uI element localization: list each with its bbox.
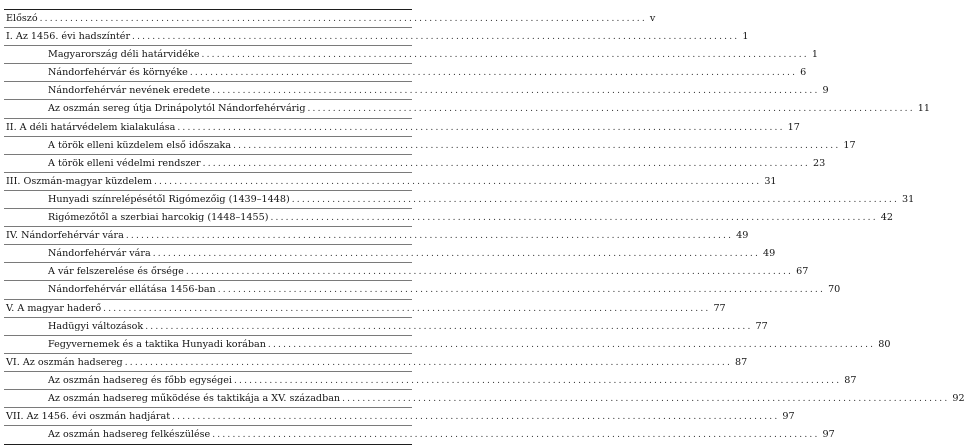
toc-entry-title: Az oszmán hadsereg működése és taktikája a XV. században — [48, 392, 341, 404]
toc-row — [4, 318, 768, 336]
toc-row — [4, 354, 748, 372]
toc-entry-title: II. A déli határvédelem kialakulása — [6, 121, 176, 133]
toc-entry-title: VI. Az oszmán hadsereg — [6, 356, 123, 368]
toc-entry-page: 17 — [843, 139, 856, 151]
toc-row — [4, 28, 749, 46]
toc-entry-title: Nándorfehérvár ellátása 1456-ban — [48, 284, 216, 296]
toc-entry-title: IV. Nándorfehérvár vára — [6, 230, 124, 242]
toc-entry-page: 77 — [755, 320, 768, 332]
toc-entry-title: Magyarország déli határvidéke — [48, 49, 200, 61]
toc-entry-page: 31 — [764, 175, 777, 187]
toc-row — [4, 209, 893, 227]
dot-leader: ........................................................................................................................ — [202, 158, 810, 169]
toc-entry-title: Nándorfehérvár és környéke — [48, 67, 188, 79]
toc-entry-title: Hunyadi színrelépésétől Rigómezőig (1439–1448) — [48, 193, 290, 205]
table-of-contents — [4, 9, 965, 445]
dot-leader: ........................................................................................................................ — [233, 375, 842, 386]
toc-entry-title: I. Az 1456. évi hadszíntér — [6, 31, 131, 43]
toc-entry-page: 92 — [952, 392, 965, 404]
dot-leader: ........................................................................................................................ — [267, 339, 876, 350]
dot-leader: ........................................................................................................................ — [152, 249, 761, 260]
toc-row — [4, 155, 826, 173]
toc-entry-page: 23 — [812, 157, 826, 169]
toc-entry-page: 1 — [811, 49, 818, 61]
toc-entry-page: 49 — [763, 248, 776, 260]
toc-entry-page: 87 — [844, 374, 857, 386]
dot-leader: ........................................................................................................................ — [125, 231, 734, 242]
toc-entry-title: V. A magyar haderő — [6, 302, 102, 314]
dot-leader: ........................................................................................................................ — [103, 303, 711, 314]
toc-entry-title: Fegyvernemek és a taktika Hunyadi korában — [48, 338, 266, 350]
toc-row — [4, 372, 857, 390]
toc-entry-title: Az oszmán sereg útja Drinápolytól Nándorfehérvárig — [48, 103, 306, 115]
toc-entry-title: A török elleni védelmi rendszer — [48, 157, 201, 169]
toc-row — [4, 46, 818, 64]
toc-row — [4, 300, 726, 318]
toc-entry-page: 17 — [787, 121, 800, 133]
toc-entry-title: III. Oszmán-magyar küzdelem — [6, 175, 152, 187]
toc-row — [4, 426, 835, 444]
dot-leader: ........................................................................................................................ — [212, 86, 820, 97]
toc-entry-page: 9 — [822, 85, 829, 97]
dot-leader: ........................................................................................................................ — [201, 50, 809, 61]
dot-leader: ........................................................................................................................ — [212, 430, 820, 441]
toc-entry-page: 1 — [742, 31, 749, 43]
dot-leader: ........................................................................................................................ — [132, 32, 740, 43]
toc-row — [4, 173, 777, 191]
toc-entry-page: 97 — [822, 429, 835, 441]
toc-entry-page: 67 — [796, 266, 809, 278]
dot-leader: ........................................................................................................................ — [172, 412, 780, 423]
dot-leader: ........................................................................................................................ — [189, 68, 798, 79]
toc-row — [4, 245, 776, 263]
toc-entry-page: 97 — [782, 411, 795, 423]
toc-row — [4, 281, 841, 299]
dot-leader: ........................................................................................................................ — [270, 213, 878, 224]
dot-leader: ........................................................................................................................ — [233, 140, 841, 151]
toc-entry-title: A török elleni küzdelem első időszaka — [48, 139, 232, 151]
toc-row — [4, 10, 656, 28]
toc-row — [4, 64, 807, 82]
toc-entry-title: Nándorfehérvár vára — [48, 248, 151, 260]
toc-entry-page: 80 — [878, 338, 891, 350]
toc-row — [4, 119, 800, 137]
dot-leader: ........................................................................................................................ — [145, 321, 753, 332]
toc-entry-title: Nándorfehérvár nevének eredete — [48, 85, 211, 97]
toc-entry-page: 6 — [800, 67, 807, 79]
toc-entry-title: Előszó — [6, 13, 38, 24]
toc-row — [4, 137, 856, 155]
toc-row — [4, 390, 965, 408]
toc-row — [4, 82, 829, 100]
dot-leader: ........................................................................................................................ — [177, 122, 785, 133]
dot-leader: ........................................................................................................................ — [185, 267, 794, 278]
toc-entry-title: Az oszmán hadsereg felkészülése — [48, 429, 211, 441]
toc-row — [4, 191, 915, 209]
dot-leader: ........................................................................................................................ — [342, 393, 950, 404]
toc-entry-page: v — [649, 13, 656, 24]
toc-entry-title: Rigómezőtől a szerbiai harcokig (1448–1455) — [48, 212, 269, 224]
dot-leader: ........................................................................................................................ — [39, 14, 647, 24]
toc-entry-title: A vár felszerelése és őrsége — [48, 266, 184, 278]
toc-entry-title: Az oszmán hadsereg és főbb egységei — [48, 374, 232, 386]
toc-row — [4, 408, 795, 426]
toc-entry-page: 70 — [828, 284, 841, 296]
toc-row — [4, 227, 749, 245]
toc-row — [4, 336, 891, 354]
toc-entry-page: 31 — [902, 193, 915, 205]
dot-leader: ........................................................................................................................ — [217, 285, 826, 296]
toc-entry-page: 49 — [736, 230, 749, 242]
dot-leader: ........................................................................................................................ — [154, 176, 762, 187]
toc-entry-title: VII. Az 1456. évi oszmán hadjárat — [6, 411, 171, 423]
toc-entry-page: 77 — [713, 302, 726, 314]
toc-entry-page: 87 — [735, 356, 748, 368]
dot-leader: ........................................................................................................................ — [307, 104, 915, 115]
toc-row — [4, 100, 930, 118]
toc-row — [4, 263, 809, 281]
dot-leader: ........................................................................................................................ — [291, 194, 900, 205]
dot-leader: ........................................................................................................................ — [124, 357, 733, 368]
toc-entry-page: 42 — [880, 212, 893, 224]
toc-entry-title: Hadügyi változások — [48, 320, 144, 332]
toc-entry-page: 11 — [917, 103, 930, 115]
